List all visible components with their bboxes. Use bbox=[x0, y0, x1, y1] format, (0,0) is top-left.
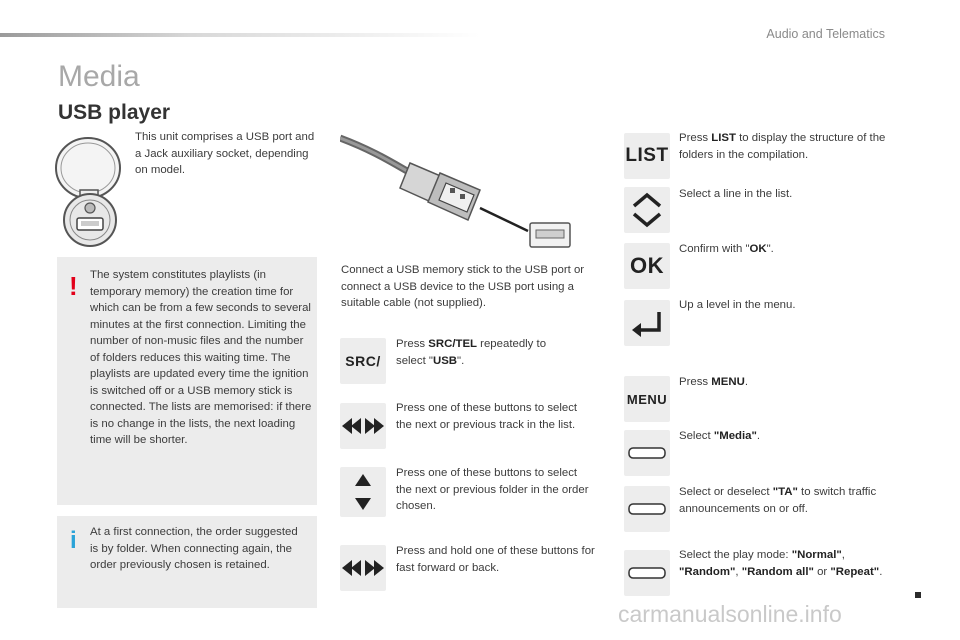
step-media: Select "Media". bbox=[679, 430, 761, 442]
menu-button[interactable] bbox=[624, 376, 670, 422]
line-item-icon bbox=[628, 503, 666, 515]
line-item-icon bbox=[628, 567, 666, 579]
step-src-tel: Press SRC/TEL repeatedly to select "USB". bbox=[396, 338, 547, 367]
warning-icon: ! bbox=[69, 271, 78, 301]
page-title: Media bbox=[58, 60, 140, 93]
list-button[interactable] bbox=[624, 133, 670, 179]
warning-text: The system constitutes playlists (in temporary memory) the creation time for which can be from a few seconds to several minutes at the first connection. Limiting the number of non-music files and the number of folders reduces this waiting time. The playlists are updated every time the ignition is switched off or a USB memory stick is connected. The lists are memorised: if there is no change in the lists, the next loading time will be shorter. bbox=[90, 269, 312, 446]
section-subtitle: USB player bbox=[58, 101, 171, 124]
header-bar bbox=[0, 33, 480, 37]
ta-toggle-button[interactable] bbox=[624, 486, 670, 532]
ok-button[interactable] bbox=[624, 243, 670, 289]
track-seek-buttons[interactable] bbox=[340, 403, 386, 449]
select-media-button[interactable] bbox=[624, 430, 670, 476]
info-icon: i bbox=[70, 527, 77, 554]
step-select-line: Select a line in the list. bbox=[679, 188, 793, 200]
step-play-mode: Select the play mode: "Normal", "Random", "Random all" or "Repeat". bbox=[679, 549, 883, 578]
up-down-button[interactable] bbox=[624, 187, 670, 233]
ok-button-label: OK bbox=[630, 253, 664, 278]
menu-button-label: MENU bbox=[626, 391, 668, 407]
usb-cable-illustration bbox=[340, 128, 575, 253]
step-fast: Press and hold one of these buttons for fast forward or back. bbox=[396, 545, 595, 574]
step-list: Press LIST to display the structure of the folders in the compilation. bbox=[679, 132, 886, 161]
chevron-up-down-icon bbox=[631, 191, 663, 229]
section-title: Audio and Telematics bbox=[766, 27, 885, 41]
info-panel bbox=[57, 516, 317, 608]
step-track: Press one of these buttons to select the next or previous track in the list. bbox=[396, 402, 578, 431]
footer-marker bbox=[915, 592, 921, 598]
list-button-label: LIST bbox=[625, 145, 669, 166]
step-ta: Select or deselect "TA" to switch traffic announcements on or off. bbox=[679, 486, 877, 515]
fast-seek-buttons[interactable] bbox=[340, 545, 386, 591]
info-text: At a first connection, the order suggested is by folder. When connecting again, the order previously chosen is retained. bbox=[90, 526, 298, 571]
step-menu: Press MENU. bbox=[679, 376, 748, 388]
src-tel-label: SRC bbox=[345, 353, 377, 369]
folder-buttons[interactable] bbox=[340, 467, 386, 517]
step-ok: Confirm with "OK". bbox=[679, 243, 774, 255]
seek-arrows-icon bbox=[342, 416, 384, 436]
fast-forward-back-icon bbox=[342, 558, 384, 578]
warning-panel bbox=[57, 257, 317, 505]
line-item-icon bbox=[628, 447, 666, 459]
src-tel-button[interactable]: SRC / bbox=[340, 338, 386, 384]
intro-text: This unit comprises a USB port and a Jack auxiliary socket, depending on model. bbox=[135, 131, 315, 176]
connect-text: Connect a USB memory stick to the USB port or connect a USB device to the USB port using a suitable cable (not supplied). bbox=[341, 264, 585, 309]
back-arrow-icon bbox=[629, 308, 665, 338]
step-folder: Press one of these buttons to select the next or previous folder in the order chosen. bbox=[396, 467, 589, 512]
usb-socket-illustration bbox=[50, 128, 130, 248]
play-mode-button[interactable] bbox=[624, 550, 670, 596]
step-back: Up a level in the menu. bbox=[679, 299, 796, 311]
back-button[interactable] bbox=[624, 300, 670, 346]
watermark: carmanualsonline.info bbox=[618, 601, 842, 627]
up-down-arrows-icon bbox=[353, 472, 373, 512]
